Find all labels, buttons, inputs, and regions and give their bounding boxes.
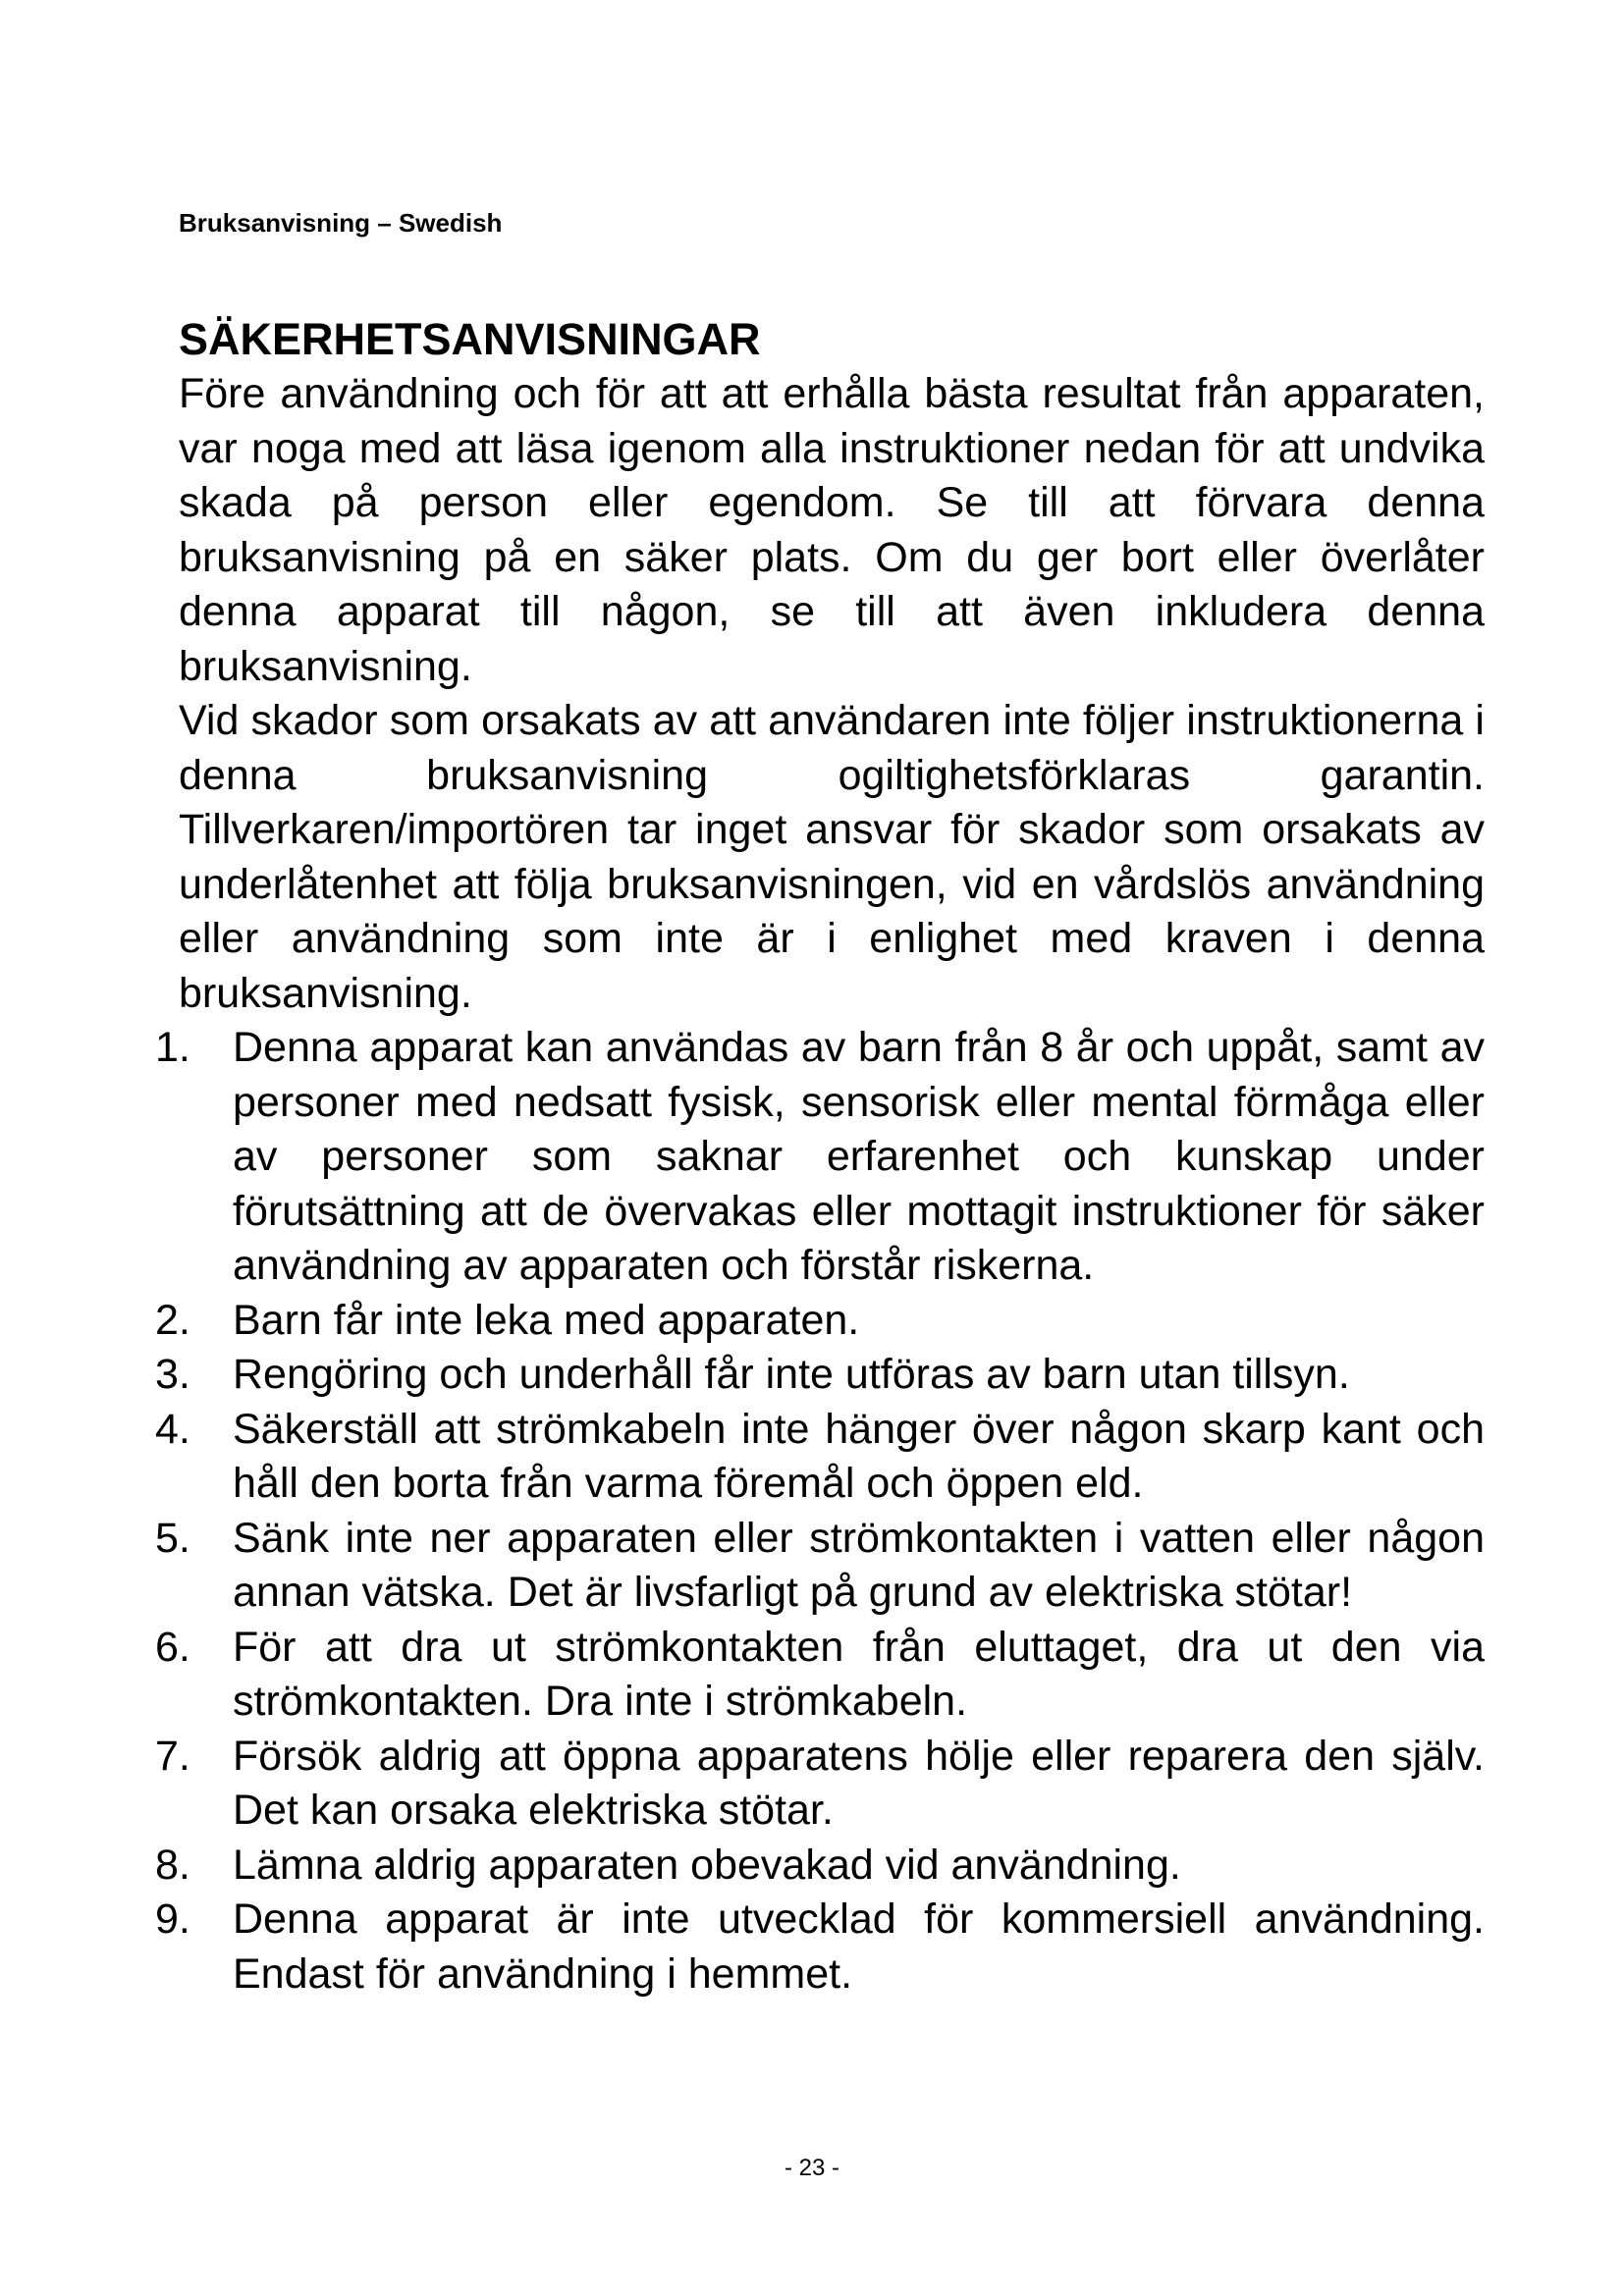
list-item <box>155 1621 1485 1730</box>
list-item <box>155 1021 1485 1294</box>
list-item <box>155 1294 1485 1349</box>
list-item <box>155 1839 1485 1894</box>
document-header-label: Bruksanvisning – Swedish <box>179 208 503 238</box>
safety-instructions-list <box>155 1021 1485 2002</box>
document-content <box>155 312 1485 2002</box>
list-item-text: För att dra ut strömkontakten från eluttaget, dra ut den via strömkontakten. Dra inte i strömkabeln. <box>233 1623 1485 1725</box>
list-item-number: 3. <box>155 1351 190 1398</box>
list-item-text: Lämna aldrig apparaten obevakad vid användning. <box>233 1841 1181 1889</box>
list-item <box>155 1893 1485 2002</box>
list-item-text: Denna apparat är inte utvecklad för kommersiell användning. Endast för användning i hemmet. <box>233 1896 1485 1998</box>
warranty-paragraph: Vid skador som orsakats av att användaren inte följer instruktionerna i denna bruksanvisning ogiltighetsförklaras garantin. Tillverkaren/importören tar inget ansvar för skador som orsakats av underlåtenhet att följa bruksanvisningen, vid en vårdslös användning eller användning som inte är i enlighet med kraven i denna bruksanvisning. <box>179 697 1485 1017</box>
list-item-number: 7. <box>155 1732 190 1780</box>
list-item-number: 8. <box>155 1841 190 1889</box>
list-item-text: Rengöring och underhåll får inte utföras av barn utan tillsyn. <box>233 1351 1350 1398</box>
list-item-number: 4. <box>155 1405 190 1453</box>
list-item-text: Sänk inte ner apparaten eller strömkontakten i vatten eller någon annan vätska. Det är livsfarligt på grund av elektriska stötar! <box>233 1514 1485 1616</box>
list-item <box>155 1730 1485 1839</box>
list-item-text: Denna apparat kan användas av barn från 8 år och uppåt, samt av personer med nedsatt fysisk, sensorisk eller mental förmåga eller av personer som saknar erfarenhet och kunskap under förutsättning att de övervakas eller mottagit instruktioner för säker användning av apparaten och förstår riskerna. <box>233 1024 1485 1289</box>
intro-paragraph: Före användning och för att att erhålla bästa resultat från apparaten, var noga med att läsa igenom alla instruktioner nedan för att undvika skada på person eller egendom. Se till att förvara denna bruksanvisning på en säker plats. Om du ger bort eller överlåter denna apparat till någon, se till att även inkludera denna bruksanvisning. <box>179 370 1485 690</box>
list-item-number: 1. <box>155 1024 190 1071</box>
list-item-number: 2. <box>155 1296 190 1344</box>
list-item <box>155 1348 1485 1403</box>
list-item-number: 9. <box>155 1896 190 1943</box>
list-item <box>155 1403 1485 1512</box>
list-item-text: Säkerställ att strömkabeln inte hänger över någon skarp kant och håll den borta från varma föremål och öppen eld. <box>233 1405 1485 1507</box>
list-item-text: Barn får inte leka med apparaten. <box>233 1296 860 1344</box>
list-item-text: Försök aldrig att öppna apparatens hölje eller reparera den själv. Det kan orsaka elektriska stötar. <box>233 1732 1485 1834</box>
list-item-number: 6. <box>155 1623 190 1671</box>
list-item-number: 5. <box>155 1514 190 1562</box>
page-number: - 23 - <box>784 2155 839 2181</box>
section-title: SÄKERHETSANVISNINGAR <box>179 314 761 364</box>
list-item <box>155 1512 1485 1621</box>
